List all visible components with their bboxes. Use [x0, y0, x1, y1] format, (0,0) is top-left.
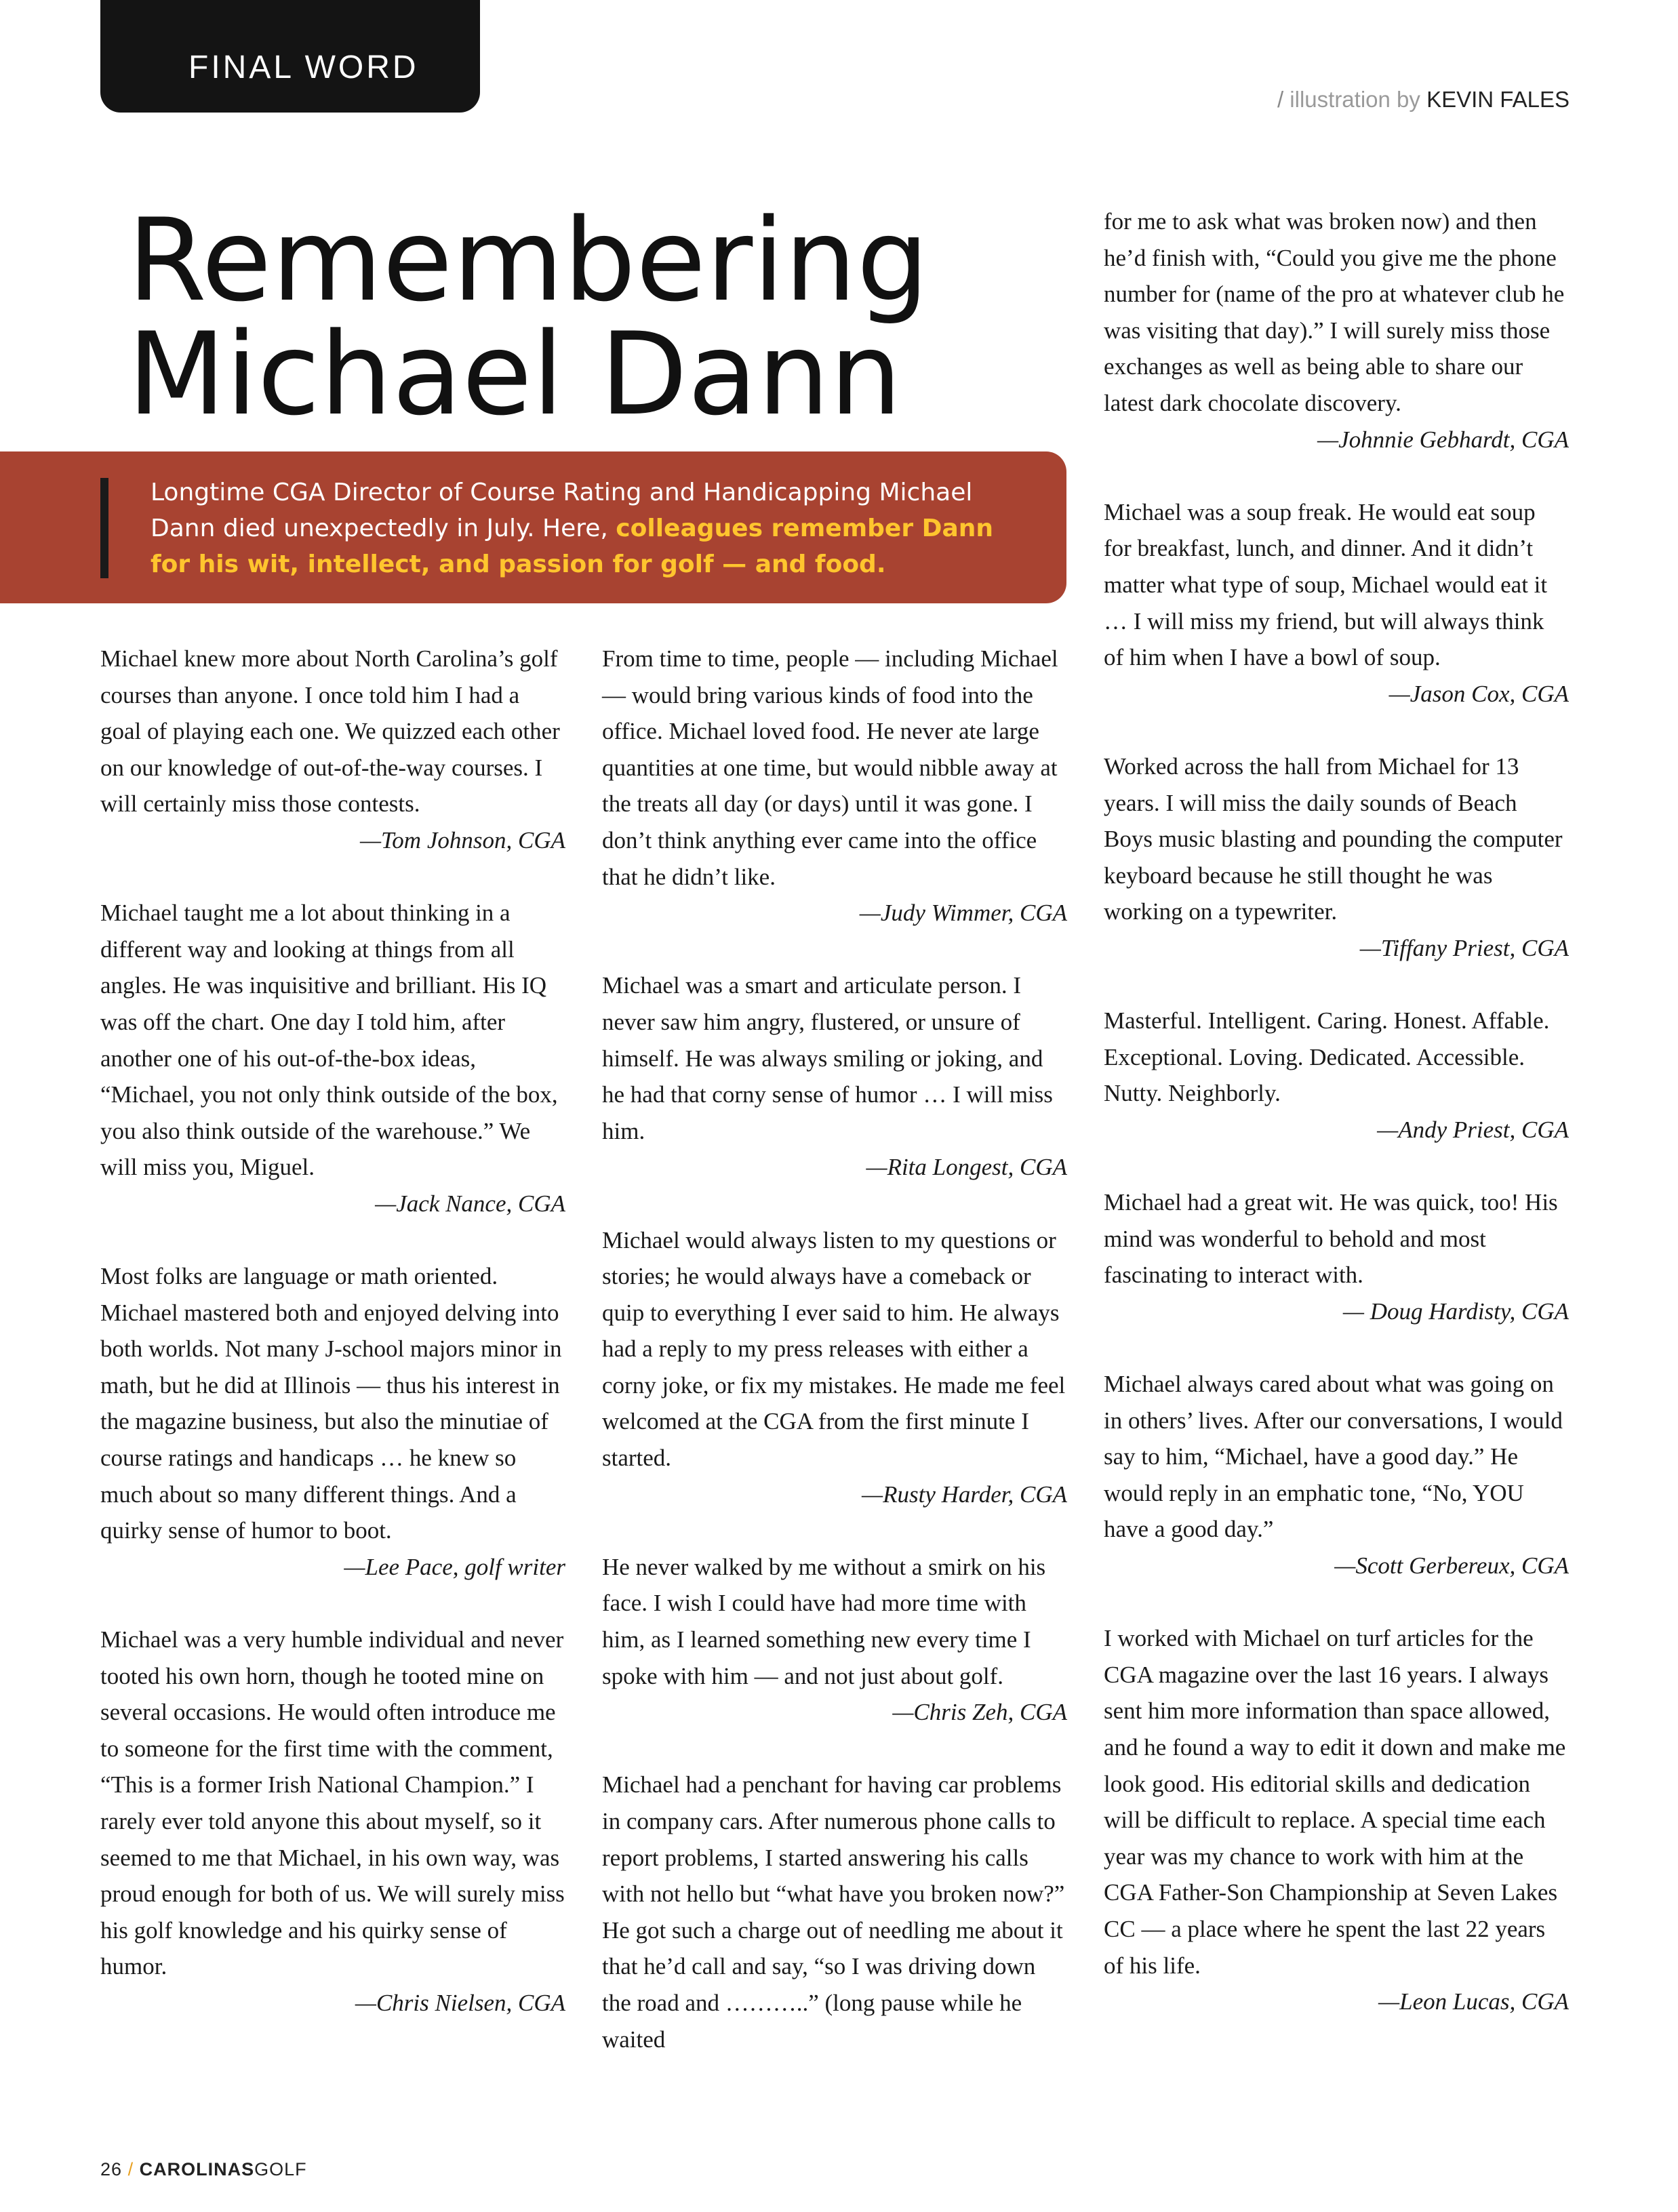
illustration-credit: [1277, 87, 1570, 113]
article-title: [127, 194, 1077, 441]
tribute-attribution: —Johnnie Gebhardt, CGA: [1317, 426, 1569, 453]
tribute-attribution: —Tom Johnson, CGA: [359, 826, 565, 853]
publication-name-light: GOLF: [254, 2159, 307, 2179]
tribute-text: Michael taught me a lot about thinking in a different way and looking at things from all angles. He was inquisitive and brilliant. His IQ was off the chart. One day I told him, after another one of his out-of-the-box ideas, “Michael, you not only think outside of the box, you also think outside of the warehouse.” We will miss you, Miguel.: [100, 900, 558, 1181]
tribute-text: I worked with Michael on turf articles for the CGA magazine over the last 16 years. I always sent him more information than space allowed, and he found a way to edit it down and make me look good. His editorial skills and dedication will be difficult to replace. A special time each year was my chance to work with him at the CGA Father-Son Championship at Seven Lakes CC — a place where he spent the last 22 years of his life.: [1104, 1625, 1566, 1979]
tribute-attribution: —Rusty Harder, CGA: [861, 1481, 1067, 1508]
section-label: FINAL WORD: [188, 49, 419, 85]
page-number: 26: [100, 2159, 123, 2179]
tribute-attribution: —Chris Zeh, CGA: [892, 1699, 1067, 1726]
article-deck: [151, 475, 1039, 582]
tribute-text: From time to time, people — including Michael — would bring various kinds of food into the office. Michael loved food. He never ate large quantities at one time, but would nibble away at the treats all day (or days) until it was gone. I don’t think anything ever came into the office that he didn’t like.: [602, 645, 1058, 890]
tribute-attribution: —Rita Longest, CGA: [866, 1154, 1067, 1181]
tribute-attribution: —Jason Cox, CGA: [1389, 680, 1569, 707]
tribute-attribution: —Lee Pace, golf writer: [344, 1553, 565, 1580]
title-line-1: Remembering: [127, 194, 930, 327]
tribute-text: Michael was a smart and articulate person. I never saw him angry, flustered, or unsure of himself. He was always smiling or joking, and he had that corny sense of humor … I will miss him.: [602, 972, 1053, 1144]
section-tab: [100, 0, 480, 113]
title-line-2: Michael Dann: [127, 308, 902, 441]
tribute-attribution: —Scott Gerbereux, CGA: [1334, 1552, 1569, 1579]
tribute-attribution: —Chris Nielsen, CGA: [355, 1989, 565, 2016]
tribute-attribution: —Tiffany Priest, CGA: [1359, 934, 1569, 961]
column-2: [602, 641, 1067, 2057]
column-1: [100, 641, 565, 2022]
deck-text: Longtime CGA Director of Course Rating and Handicapping Michael Dann died unexpectedly in July. Here,: [151, 479, 973, 542]
deck-accent-bar: [100, 478, 108, 578]
credit-label: illustration by: [1290, 87, 1420, 112]
credit-slash: /: [1277, 87, 1284, 112]
tribute-text: Michael would always listen to my questions or stories; he would always have a comeback or quip to everything I ever said to him. He always had a reply to my press releases with either a corny joke, or fix my mistakes. He made me feel welcomed at the CGA from the first minute I started.: [602, 1226, 1066, 1472]
tribute-attribution: —Judy Wimmer, CGA: [859, 900, 1067, 927]
tribute-attribution: —Leon Lucas, CGA: [1378, 1988, 1569, 2015]
tribute-text: Michael knew more about North Carolina’s golf courses than anyone. I once told him I had a goal of playing each one. We quizzed each other on our knowledge of out-of-the-way courses. I will certainly miss those contests.: [100, 645, 560, 818]
tribute-text: Michael always cared about what was going on in others’ lives. After our conversations, I would say to him, “Michael, have a good day.” He would reply in an emphatic tone, “No, YOU have a good day.”: [1104, 1371, 1563, 1543]
tribute-text: Masterful. Intelligent. Caring. Honest. Affable. Exceptional. Loving. Dedicated. Accessible. Nutty. Neighborly.: [1104, 1007, 1550, 1107]
deck-highlight: colleagues remember Dann for his wit, intellect, and passion for golf — and food.: [151, 515, 994, 578]
column-3: [1104, 203, 1569, 2020]
tribute-text: Michael had a great wit. He was quick, too! His mind was wonderful to behold and most fascinating to interact with.: [1104, 1189, 1558, 1289]
page-folio: [100, 2159, 307, 2180]
tribute-attribution: —Jack Nance, CGA: [375, 1190, 565, 1217]
publication-name-bold: CAROLINAS: [139, 2159, 255, 2179]
tribute-attribution: —Andy Priest, CGA: [1377, 1116, 1569, 1143]
tribute-attribution: — Doug Hardisty, CGA: [1342, 1298, 1569, 1325]
tribute-text: Michael was a very humble individual and never tooted his own horn, though he tooted mine on several occasions. He would often introduce me to someone for the first time with the comment, “This is a former Irish National Champion.” I rarely ever told anyone this about myself, so it seemed to me that Michael, in his own way, was proud enough for both of us. We will surely miss his golf knowledge and his quirky sense of humor.: [100, 1626, 565, 1980]
tribute-text: He never walked by me without a smirk on his face. I wish I could have had more time with him, as I learned something new every time I spoke with him — and not just about golf.: [602, 1553, 1046, 1689]
tribute-text: for me to ask what was broken now) and then he’d finish with, “Could you give me the phone number for (name of the pro at whatever club he was visiting that day).” I will surely miss those exchanges as well as being able to share our latest dark chocolate discovery.: [1104, 208, 1565, 416]
tribute-text: Michael was a soup freak. He would eat soup for breakfast, lunch, and dinner. And it didn’t matter what type of soup, Michael would eat it … I will miss my friend, but will always think of him when I have a bowl of soup.: [1104, 498, 1548, 671]
tribute-text: Michael had a penchant for having car problems in company cars. After numerous phone calls to report problems, I started answering his calls with not hello but “what have you broken now?” He got such a charge out of needling me about it that he’d call and say, “so I was driving down the road and ………..” (long pause while he waited: [602, 1771, 1065, 2053]
credit-name: KEVIN FALES: [1426, 87, 1570, 112]
folio-slash: /: [127, 2159, 134, 2179]
tribute-text: Worked across the hall from Michael for 13 years. I will miss the daily sounds of Beach Boys music blasting and pounding the computer keyboard because he still thought he was working on a typewriter.: [1104, 752, 1563, 925]
tribute-text: Most folks are language or math oriented. Michael mastered both and enjoyed delving into both worlds. Not many J-school majors minor in math, but he did at Illinois — thus his interest in the magazine business, but also the minutiae of course ratings and handicaps … he knew so much about so many different things. And a quirky sense of humor to boot.: [100, 1263, 562, 1544]
